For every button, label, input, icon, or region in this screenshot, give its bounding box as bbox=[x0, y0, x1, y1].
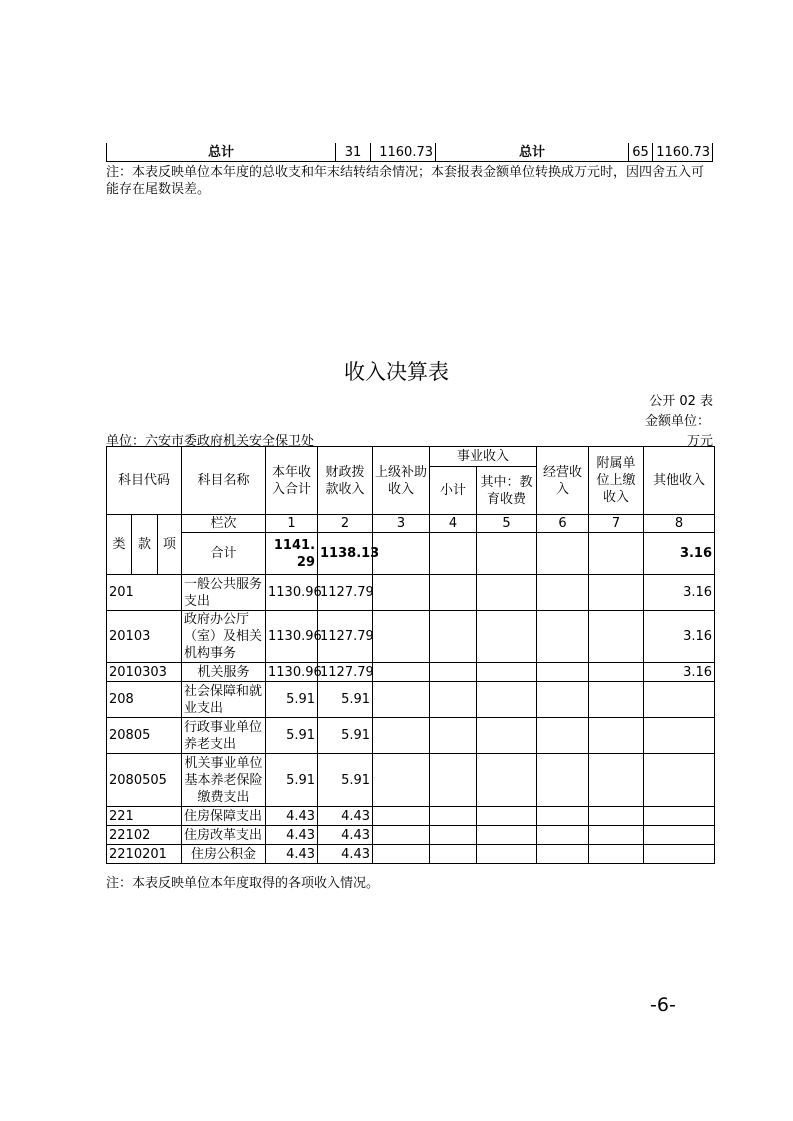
row-total: 1130.96 bbox=[266, 663, 318, 682]
row-name: 机关服务 bbox=[182, 663, 266, 682]
row-total: 4.43 bbox=[266, 845, 318, 864]
row-business-subtotal bbox=[430, 611, 477, 663]
row-fiscal: 5.91 bbox=[318, 718, 373, 754]
row-code: 22102 bbox=[107, 826, 182, 845]
row-total: 1130.96 bbox=[266, 611, 318, 663]
row-other: 3.16 bbox=[644, 611, 715, 663]
row-affiliated bbox=[589, 807, 644, 826]
row-superior bbox=[373, 754, 430, 807]
header-row-1 bbox=[107, 447, 715, 467]
sum-operating bbox=[537, 533, 589, 575]
table-row bbox=[107, 754, 715, 807]
row-code: 2010303 bbox=[107, 663, 182, 682]
row-fiscal: 4.43 bbox=[318, 807, 373, 826]
row-fiscal: 1127.79 bbox=[318, 663, 373, 682]
row-fiscal: 4.43 bbox=[318, 845, 373, 864]
row-operating bbox=[537, 682, 589, 718]
col-index-7: 7 bbox=[589, 515, 644, 533]
row-business-edu bbox=[477, 754, 537, 807]
row-business-edu bbox=[477, 826, 537, 845]
header-business-edu: 其中：教育收费 bbox=[477, 467, 537, 515]
row-business-subtotal bbox=[430, 754, 477, 807]
row-business-subtotal bbox=[430, 663, 477, 682]
col-index-1: 1 bbox=[266, 515, 318, 533]
row-other bbox=[644, 845, 715, 864]
row-other: 3.16 bbox=[644, 575, 715, 611]
row-superior bbox=[373, 682, 430, 718]
row-fiscal: 5.91 bbox=[318, 682, 373, 718]
row-superior bbox=[373, 718, 430, 754]
table-row bbox=[107, 575, 715, 611]
table-row bbox=[107, 682, 715, 718]
header-total: 本年收入合计 bbox=[266, 447, 318, 515]
row-business-edu bbox=[477, 663, 537, 682]
row-total: 4.43 bbox=[266, 826, 318, 845]
header-other: 其他收入 bbox=[644, 447, 715, 515]
row-name: 住房改革支出 bbox=[182, 826, 266, 845]
row-operating bbox=[537, 575, 589, 611]
row-operating bbox=[537, 826, 589, 845]
row-fiscal: 1127.79 bbox=[318, 575, 373, 611]
row-total: 5.91 bbox=[266, 718, 318, 754]
row-business-edu bbox=[477, 575, 537, 611]
row-operating bbox=[537, 845, 589, 864]
row-business-subtotal bbox=[430, 682, 477, 718]
row-name: 行政事业单位养老支出 bbox=[182, 718, 266, 754]
header-xiang: 项 bbox=[158, 515, 182, 575]
note-income: 注：本表反映单位本年度取得的各项收入情况。 bbox=[106, 876, 380, 891]
row-code: 2210201 bbox=[107, 845, 182, 864]
row-business-subtotal bbox=[430, 575, 477, 611]
row-total: 4.43 bbox=[266, 807, 318, 826]
header-lei: 类 bbox=[107, 515, 132, 575]
row-affiliated bbox=[589, 611, 644, 663]
row-code: 20103 bbox=[107, 611, 182, 663]
header-business-subtotal: 小计 bbox=[430, 467, 477, 515]
col-index-8: 8 bbox=[644, 515, 715, 533]
sum-fiscal: 1138.13 bbox=[318, 533, 373, 575]
row-operating bbox=[537, 611, 589, 663]
total-value-left: 1160.73 bbox=[371, 143, 436, 162]
header-name: 科目名称 bbox=[182, 447, 266, 515]
header-operating: 经营收入 bbox=[537, 447, 589, 515]
sum-business-edu bbox=[477, 533, 537, 575]
column-index-row bbox=[107, 515, 715, 533]
col-index-4: 4 bbox=[430, 515, 477, 533]
row-total: 5.91 bbox=[266, 754, 318, 807]
row-name: 一般公共服务支出 bbox=[182, 575, 266, 611]
header-kuan: 款 bbox=[132, 515, 158, 575]
row-operating bbox=[537, 807, 589, 826]
row-business-subtotal bbox=[430, 718, 477, 754]
row-other bbox=[644, 807, 715, 826]
sum-business-subtotal bbox=[430, 533, 477, 575]
header-superior: 上级补助收入 bbox=[373, 447, 430, 515]
page-number: -6- bbox=[650, 994, 676, 1016]
sum-row bbox=[107, 533, 715, 575]
row-superior bbox=[373, 807, 430, 826]
table-row bbox=[107, 663, 715, 682]
summary-total-table bbox=[106, 143, 713, 162]
row-business-edu bbox=[477, 611, 537, 663]
sum-superior bbox=[373, 533, 430, 575]
row-superior bbox=[373, 663, 430, 682]
row-business-edu bbox=[477, 682, 537, 718]
row-code: 201 bbox=[107, 575, 182, 611]
row-affiliated bbox=[589, 663, 644, 682]
col-index-6: 6 bbox=[537, 515, 589, 533]
header-code: 科目代码 bbox=[107, 447, 182, 515]
col-index-5: 5 bbox=[477, 515, 537, 533]
row-code: 208 bbox=[107, 682, 182, 718]
table-row bbox=[107, 807, 715, 826]
row-code: 20805 bbox=[107, 718, 182, 754]
header-fiscal: 财政拨款收入 bbox=[318, 447, 373, 515]
row-superior bbox=[373, 845, 430, 864]
unit-label: 单位：六安市委政府机关安全保卫处 bbox=[106, 434, 315, 449]
row-business-subtotal bbox=[430, 826, 477, 845]
row-affiliated bbox=[589, 575, 644, 611]
header-affiliated: 附属单位上缴收入 bbox=[589, 447, 644, 515]
row-code: 2080505 bbox=[107, 754, 182, 807]
row-affiliated bbox=[589, 718, 644, 754]
row-other bbox=[644, 718, 715, 754]
row-business-edu bbox=[477, 845, 537, 864]
row-name: 政府办公厅（室）及相关机构事务 bbox=[182, 611, 266, 663]
total-row-number-left: 31 bbox=[336, 143, 371, 162]
row-other: 3.16 bbox=[644, 663, 715, 682]
total-row-number-right: 65 bbox=[629, 143, 653, 162]
total-row bbox=[107, 143, 713, 162]
header-business: 事业收入 bbox=[430, 447, 537, 467]
sum-label: 合计 bbox=[182, 533, 266, 575]
row-name: 社会保障和就业支出 bbox=[182, 682, 266, 718]
row-name: 机关事业单位基本养老保险缴费支出 bbox=[182, 754, 266, 807]
row-name: 住房保障支出 bbox=[182, 807, 266, 826]
page-title: 收入决算表 bbox=[344, 360, 449, 384]
row-other bbox=[644, 754, 715, 807]
col-index-2: 2 bbox=[318, 515, 373, 533]
total-value-right: 1160.73 bbox=[653, 143, 713, 162]
row-business-edu bbox=[477, 807, 537, 826]
table-row bbox=[107, 718, 715, 754]
row-superior bbox=[373, 826, 430, 845]
row-other bbox=[644, 826, 715, 845]
table-row bbox=[107, 845, 715, 864]
note-total-summary: 注：本表反映单位本年度的总收支和年末结转结余情况；本套报表金额单位转换成万元时，因四舍五入可能存在尾数误差。 bbox=[106, 165, 705, 197]
amount-unit-value: 万元 bbox=[686, 434, 713, 449]
table-row bbox=[107, 826, 715, 845]
table-row bbox=[107, 611, 715, 663]
row-superior bbox=[373, 575, 430, 611]
row-fiscal: 1127.79 bbox=[318, 611, 373, 663]
row-total: 5.91 bbox=[266, 682, 318, 718]
row-affiliated bbox=[589, 682, 644, 718]
total-label-left: 总计 bbox=[107, 143, 336, 162]
col-index-3: 3 bbox=[373, 515, 430, 533]
row-total: 1130.96 bbox=[266, 575, 318, 611]
row-affiliated bbox=[589, 845, 644, 864]
header-lanci: 栏次 bbox=[182, 515, 266, 533]
sum-affiliated bbox=[589, 533, 644, 575]
row-business-subtotal bbox=[430, 845, 477, 864]
row-fiscal: 5.91 bbox=[318, 754, 373, 807]
row-affiliated bbox=[589, 826, 644, 845]
sum-other: 3.16 bbox=[644, 533, 715, 575]
row-business-edu bbox=[477, 718, 537, 754]
row-fiscal: 4.43 bbox=[318, 826, 373, 845]
row-business-subtotal bbox=[430, 807, 477, 826]
row-operating bbox=[537, 718, 589, 754]
row-superior bbox=[373, 611, 430, 663]
row-affiliated bbox=[589, 754, 644, 807]
amount-unit-label: 金额单位： bbox=[644, 414, 710, 429]
total-label-right: 总计 bbox=[436, 143, 629, 162]
row-code: 221 bbox=[107, 807, 182, 826]
form-code: 公开 02 表 bbox=[649, 394, 713, 409]
row-operating bbox=[537, 663, 589, 682]
income-table bbox=[106, 446, 715, 864]
row-other bbox=[644, 682, 715, 718]
row-name: 住房公积金 bbox=[182, 845, 266, 864]
row-operating bbox=[537, 754, 589, 807]
sum-total: 1141.29 bbox=[266, 533, 318, 575]
